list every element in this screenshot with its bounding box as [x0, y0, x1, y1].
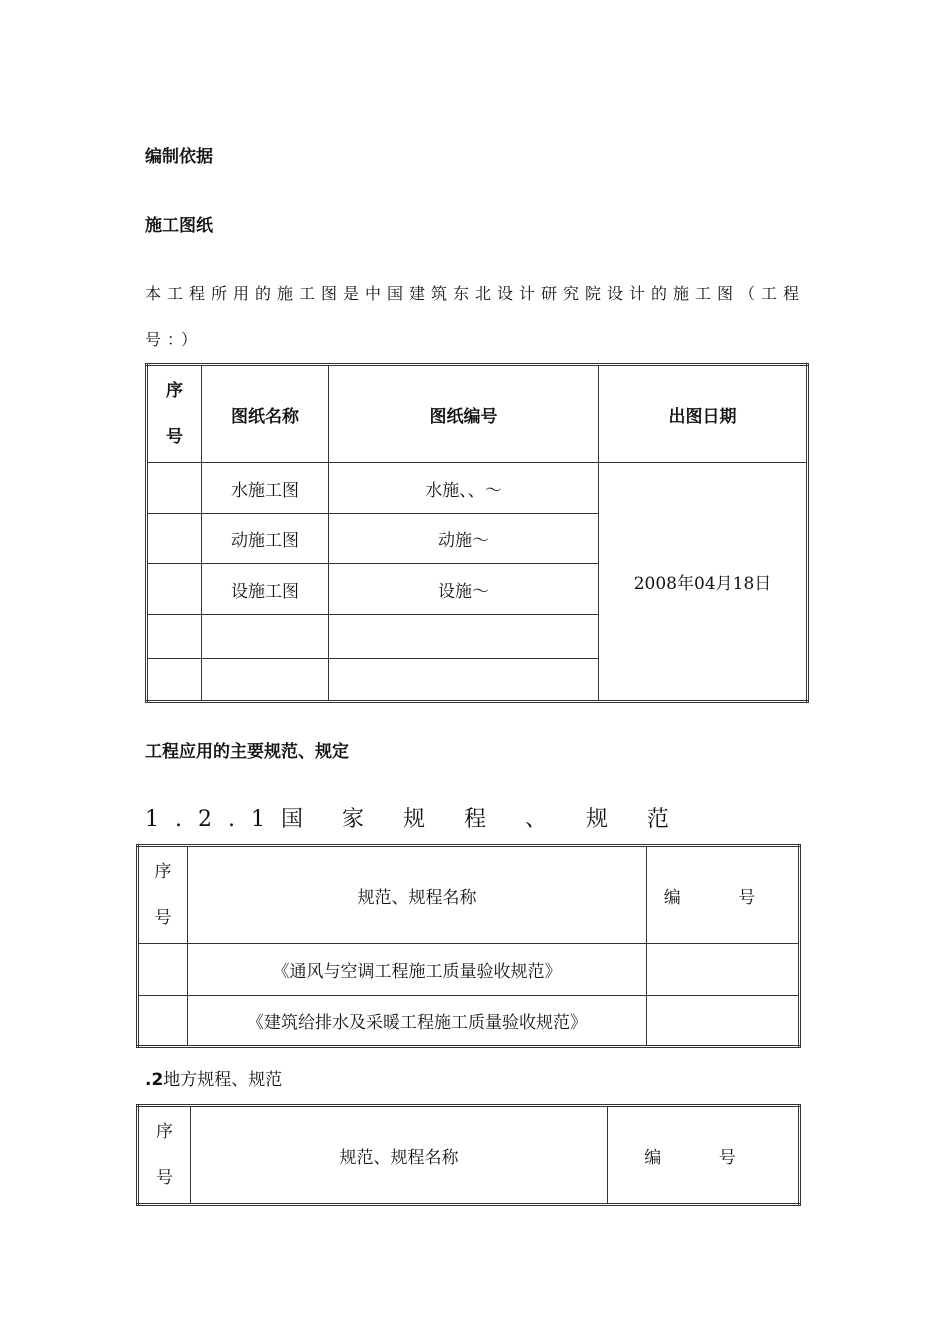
row-code — [647, 996, 800, 1047]
header-standard-code: 编 号 — [647, 846, 800, 944]
row-seq — [147, 615, 202, 659]
row-code: 设施～ — [329, 564, 599, 615]
header-drawing-name: 图纸名称 — [202, 365, 329, 463]
header-standard-name: 规范、规程名称 — [191, 1106, 608, 1205]
row-seq — [147, 659, 202, 702]
heading-national-standards: 1.2.1国 家 规 程 、 规 范 — [145, 807, 685, 832]
table-row — [147, 463, 808, 514]
row-code — [329, 615, 599, 659]
heading-local-standards: .2地方规程、规范 — [145, 1070, 283, 1090]
row-seq — [138, 944, 188, 996]
header-seq: 序 号 — [138, 846, 188, 944]
row-name: 《通风与空调工程施工质量验收规范》 — [188, 944, 647, 996]
row-seq — [147, 463, 202, 514]
row-name: 《建筑给排水及采暖工程施工质量验收规范》 — [188, 996, 647, 1047]
row-name — [202, 615, 329, 659]
row-code — [647, 944, 800, 996]
row-seq — [138, 996, 188, 1047]
header-seq: 序 号 — [138, 1106, 191, 1205]
row-name: 水施工图 — [202, 463, 329, 514]
row-seq — [147, 564, 202, 615]
intro-paragraph-line2: 号：） — [145, 330, 204, 349]
heading-standards: 工程应用的主要规范、规定 — [145, 742, 349, 762]
local-standards-table — [136, 1104, 801, 1206]
row-code: 动施～ — [329, 514, 599, 564]
header-drawing-code: 图纸编号 — [329, 365, 599, 463]
header-issue-date: 出图日期 — [599, 365, 808, 463]
heading-basis: 编制依据 — [145, 147, 213, 167]
table-row — [138, 944, 800, 996]
row-seq — [147, 514, 202, 564]
table-row — [138, 996, 800, 1047]
row-code: 水施、、～ — [329, 463, 599, 514]
header-standard-name: 规范、规程名称 — [188, 846, 647, 944]
national-standards-table — [136, 844, 801, 1048]
header-standard-code: 编 号 — [608, 1106, 800, 1205]
drawing-table — [145, 363, 809, 703]
heading-drawings: 施工图纸 — [145, 216, 213, 236]
row-name — [202, 659, 329, 702]
issue-date: 2008年04月18日 — [599, 463, 808, 702]
intro-paragraph-line1: 本工程所用的施工图是中国建筑东北设计研究院设计的施工图（工程 — [145, 284, 806, 303]
row-code — [329, 659, 599, 702]
header-seq: 序 号 — [147, 365, 202, 463]
row-name: 设施工图 — [202, 564, 329, 615]
row-name: 动施工图 — [202, 514, 329, 564]
